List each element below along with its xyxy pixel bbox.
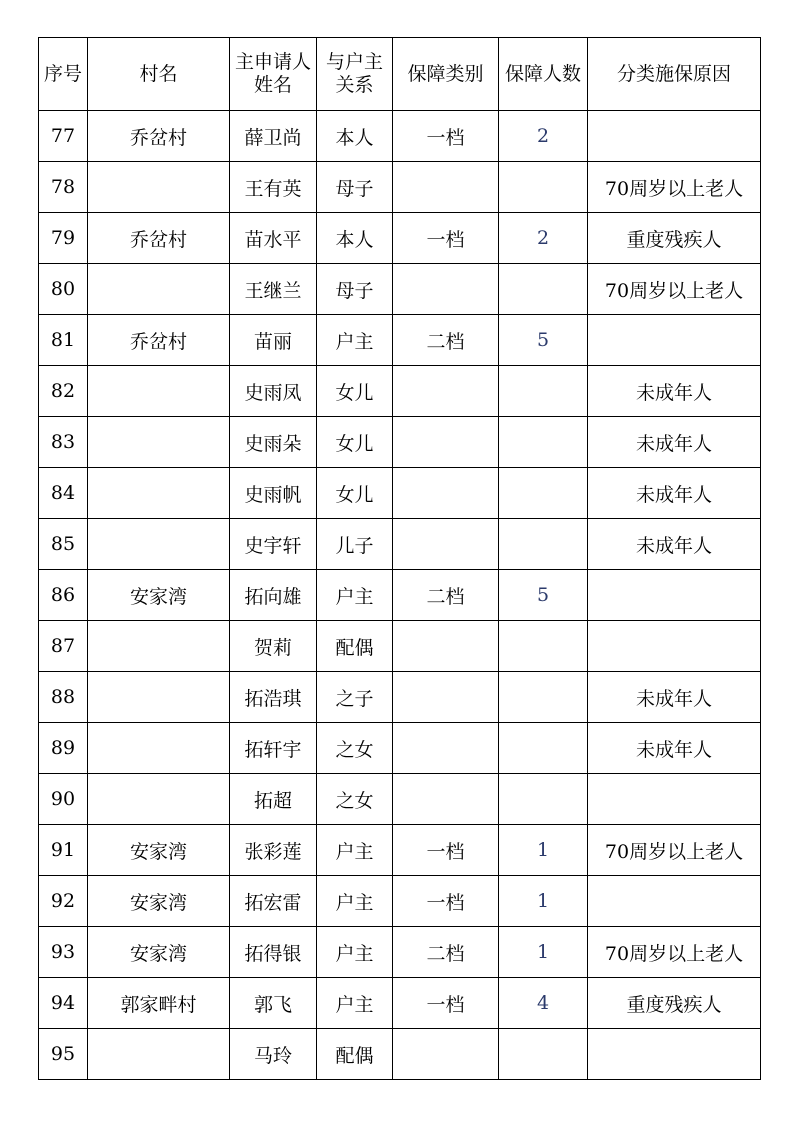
cell-relation: 户主 bbox=[317, 927, 393, 978]
table-body bbox=[39, 111, 761, 1080]
cell-village bbox=[88, 366, 230, 417]
cell-reason: 未成年人 bbox=[588, 672, 761, 723]
cell-village bbox=[88, 519, 230, 570]
cell-serial: 79 bbox=[39, 213, 88, 264]
cell-reason bbox=[588, 570, 761, 621]
cell-relation: 户主 bbox=[317, 825, 393, 876]
cell-village bbox=[88, 264, 230, 315]
cell-applicant: 史雨朵 bbox=[230, 417, 317, 468]
table-row bbox=[39, 723, 761, 774]
cell-count bbox=[499, 723, 588, 774]
cell-category bbox=[393, 417, 499, 468]
cell-category: 一档 bbox=[393, 978, 499, 1029]
cell-applicant: 苗水平 bbox=[230, 213, 317, 264]
cell-relation: 母子 bbox=[317, 162, 393, 213]
cell-serial: 87 bbox=[39, 621, 88, 672]
header-relation: 与户主关系 bbox=[317, 38, 393, 111]
cell-village bbox=[88, 417, 230, 468]
table-row bbox=[39, 876, 761, 927]
cell-category: 二档 bbox=[393, 315, 499, 366]
table-row bbox=[39, 621, 761, 672]
cell-count: 1 bbox=[499, 927, 588, 978]
cell-category bbox=[393, 468, 499, 519]
cell-category bbox=[393, 162, 499, 213]
cell-village: 安家湾 bbox=[88, 570, 230, 621]
cell-reason: 重度残疾人 bbox=[588, 978, 761, 1029]
cell-applicant: 拓超 bbox=[230, 774, 317, 825]
cell-relation: 母子 bbox=[317, 264, 393, 315]
header-row bbox=[39, 38, 761, 111]
cell-count bbox=[499, 162, 588, 213]
table-row bbox=[39, 264, 761, 315]
table-row bbox=[39, 774, 761, 825]
cell-village: 乔岔村 bbox=[88, 315, 230, 366]
cell-applicant: 史宇轩 bbox=[230, 519, 317, 570]
cell-count bbox=[499, 417, 588, 468]
cell-village: 郭家畔村 bbox=[88, 978, 230, 1029]
cell-applicant: 拓浩琪 bbox=[230, 672, 317, 723]
cell-count bbox=[499, 468, 588, 519]
cell-village bbox=[88, 723, 230, 774]
table-row bbox=[39, 570, 761, 621]
cell-category bbox=[393, 1029, 499, 1080]
cell-village bbox=[88, 468, 230, 519]
cell-count bbox=[499, 264, 588, 315]
cell-category bbox=[393, 723, 499, 774]
cell-count: 4 bbox=[499, 978, 588, 1029]
cell-relation: 女儿 bbox=[317, 468, 393, 519]
cell-applicant: 郭飞 bbox=[230, 978, 317, 1029]
cell-reason: 未成年人 bbox=[588, 723, 761, 774]
table-row bbox=[39, 468, 761, 519]
assistance-table bbox=[38, 37, 761, 1080]
cell-reason: 重度残疾人 bbox=[588, 213, 761, 264]
table-row bbox=[39, 519, 761, 570]
header-applicant: 主申请人姓名 bbox=[230, 38, 317, 111]
cell-reason bbox=[588, 315, 761, 366]
cell-applicant: 史雨帆 bbox=[230, 468, 317, 519]
cell-applicant: 张彩莲 bbox=[230, 825, 317, 876]
cell-applicant: 拓得银 bbox=[230, 927, 317, 978]
cell-reason bbox=[588, 876, 761, 927]
cell-serial: 95 bbox=[39, 1029, 88, 1080]
cell-village: 安家湾 bbox=[88, 876, 230, 927]
cell-count bbox=[499, 672, 588, 723]
cell-reason: 未成年人 bbox=[588, 366, 761, 417]
cell-relation: 本人 bbox=[317, 213, 393, 264]
cell-applicant: 王继兰 bbox=[230, 264, 317, 315]
cell-category: 一档 bbox=[393, 213, 499, 264]
cell-category: 二档 bbox=[393, 570, 499, 621]
table-row bbox=[39, 1029, 761, 1080]
cell-village bbox=[88, 621, 230, 672]
cell-serial: 82 bbox=[39, 366, 88, 417]
cell-category bbox=[393, 672, 499, 723]
cell-relation: 户主 bbox=[317, 570, 393, 621]
cell-village: 安家湾 bbox=[88, 927, 230, 978]
cell-category bbox=[393, 774, 499, 825]
cell-serial: 77 bbox=[39, 111, 88, 162]
cell-serial: 90 bbox=[39, 774, 88, 825]
cell-serial: 93 bbox=[39, 927, 88, 978]
cell-serial: 80 bbox=[39, 264, 88, 315]
cell-reason bbox=[588, 111, 761, 162]
cell-count bbox=[499, 774, 588, 825]
cell-category: 一档 bbox=[393, 825, 499, 876]
cell-serial: 84 bbox=[39, 468, 88, 519]
cell-applicant: 拓宏雷 bbox=[230, 876, 317, 927]
header-serial: 序号 bbox=[39, 38, 88, 111]
cell-village bbox=[88, 162, 230, 213]
table-row bbox=[39, 111, 761, 162]
cell-applicant: 拓向雄 bbox=[230, 570, 317, 621]
header-reason: 分类施保原因 bbox=[588, 38, 761, 111]
cell-count bbox=[499, 1029, 588, 1080]
cell-village bbox=[88, 1029, 230, 1080]
cell-village bbox=[88, 774, 230, 825]
cell-serial: 78 bbox=[39, 162, 88, 213]
cell-relation: 户主 bbox=[317, 315, 393, 366]
table-row bbox=[39, 366, 761, 417]
cell-serial: 89 bbox=[39, 723, 88, 774]
cell-applicant: 拓轩宇 bbox=[230, 723, 317, 774]
cell-applicant: 王有英 bbox=[230, 162, 317, 213]
cell-serial: 91 bbox=[39, 825, 88, 876]
table-row bbox=[39, 162, 761, 213]
cell-relation: 之女 bbox=[317, 723, 393, 774]
table-row bbox=[39, 978, 761, 1029]
cell-reason: 未成年人 bbox=[588, 468, 761, 519]
cell-reason bbox=[588, 621, 761, 672]
cell-category bbox=[393, 264, 499, 315]
cell-relation: 户主 bbox=[317, 876, 393, 927]
cell-reason: 70周岁以上老人 bbox=[588, 825, 761, 876]
cell-reason: 未成年人 bbox=[588, 519, 761, 570]
header-category: 保障类别 bbox=[393, 38, 499, 111]
cell-count bbox=[499, 366, 588, 417]
cell-relation: 之女 bbox=[317, 774, 393, 825]
header-village: 村名 bbox=[88, 38, 230, 111]
cell-reason: 70周岁以上老人 bbox=[588, 264, 761, 315]
cell-reason: 70周岁以上老人 bbox=[588, 927, 761, 978]
cell-applicant: 薛卫尚 bbox=[230, 111, 317, 162]
cell-count bbox=[499, 621, 588, 672]
cell-serial: 86 bbox=[39, 570, 88, 621]
cell-reason: 70周岁以上老人 bbox=[588, 162, 761, 213]
cell-applicant: 贺莉 bbox=[230, 621, 317, 672]
cell-category: 一档 bbox=[393, 111, 499, 162]
cell-relation: 配偶 bbox=[317, 621, 393, 672]
cell-count: 1 bbox=[499, 876, 588, 927]
cell-serial: 81 bbox=[39, 315, 88, 366]
cell-relation: 本人 bbox=[317, 111, 393, 162]
cell-village: 乔岔村 bbox=[88, 213, 230, 264]
cell-serial: 92 bbox=[39, 876, 88, 927]
table-row bbox=[39, 315, 761, 366]
cell-reason bbox=[588, 1029, 761, 1080]
cell-village: 安家湾 bbox=[88, 825, 230, 876]
header-count: 保障人数 bbox=[499, 38, 588, 111]
cell-count: 2 bbox=[499, 213, 588, 264]
cell-category bbox=[393, 366, 499, 417]
cell-village bbox=[88, 672, 230, 723]
cell-village: 乔岔村 bbox=[88, 111, 230, 162]
cell-category: 一档 bbox=[393, 876, 499, 927]
cell-count: 5 bbox=[499, 570, 588, 621]
table-row bbox=[39, 672, 761, 723]
cell-applicant: 苗丽 bbox=[230, 315, 317, 366]
cell-category: 二档 bbox=[393, 927, 499, 978]
table-row bbox=[39, 213, 761, 264]
cell-relation: 之子 bbox=[317, 672, 393, 723]
cell-applicant: 马玲 bbox=[230, 1029, 317, 1080]
cell-reason: 未成年人 bbox=[588, 417, 761, 468]
cell-count: 2 bbox=[499, 111, 588, 162]
cell-category bbox=[393, 519, 499, 570]
table-row bbox=[39, 927, 761, 978]
cell-relation: 户主 bbox=[317, 978, 393, 1029]
cell-applicant: 史雨凤 bbox=[230, 366, 317, 417]
cell-count: 5 bbox=[499, 315, 588, 366]
cell-count: 1 bbox=[499, 825, 588, 876]
cell-relation: 女儿 bbox=[317, 417, 393, 468]
cell-category bbox=[393, 621, 499, 672]
cell-relation: 配偶 bbox=[317, 1029, 393, 1080]
cell-serial: 85 bbox=[39, 519, 88, 570]
table-row bbox=[39, 417, 761, 468]
cell-relation: 女儿 bbox=[317, 366, 393, 417]
cell-serial: 88 bbox=[39, 672, 88, 723]
cell-serial: 83 bbox=[39, 417, 88, 468]
table-row bbox=[39, 825, 761, 876]
cell-reason bbox=[588, 774, 761, 825]
cell-relation: 儿子 bbox=[317, 519, 393, 570]
cell-serial: 94 bbox=[39, 978, 88, 1029]
cell-count bbox=[499, 519, 588, 570]
